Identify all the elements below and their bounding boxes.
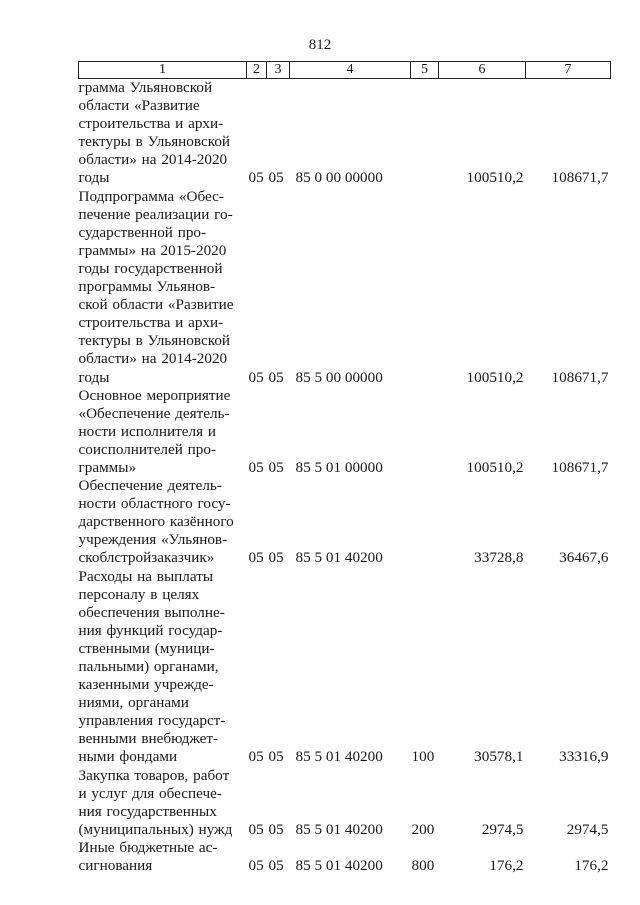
- row-description: [79, 387, 247, 477]
- target-article-code: 85 5 01 40200: [295, 857, 383, 875]
- expense-type-code: [411, 387, 439, 477]
- subsection-code: 05: [268, 857, 284, 875]
- table-row: [79, 188, 611, 387]
- subsection-code: 05: [268, 458, 284, 476]
- description-line: учреждения «Ульянов-: [78, 531, 228, 549]
- expense-type-code: [411, 477, 439, 567]
- description-line: ности исполнителя и: [78, 422, 216, 440]
- description-line: ниями, органами: [78, 694, 189, 712]
- header-col-1: 1: [79, 62, 247, 79]
- description-line: Закупка товаров, работ: [78, 766, 230, 784]
- description-line: ния государственных: [78, 802, 217, 820]
- description-line: тектуры в Ульяновской: [78, 332, 231, 350]
- subsection-code: 05: [268, 820, 284, 838]
- amount-col-6: 100510,2: [466, 368, 524, 386]
- description-line: области» на 2014-2020: [78, 350, 228, 368]
- description-line: ния функций государ-: [78, 621, 223, 639]
- description-line: Иные бюджетные ас-: [78, 838, 218, 856]
- description-line: соисполнителей про-: [78, 440, 217, 458]
- expense-type-code: [411, 188, 439, 387]
- amount-col-6: 100510,2: [466, 458, 524, 476]
- header-col-5: 5: [411, 62, 439, 79]
- header-col-7: 7: [526, 62, 611, 79]
- description-line: управления государст-: [78, 712, 226, 730]
- description-line: пальными) органами,: [78, 658, 219, 675]
- budget-table: [78, 61, 611, 875]
- description-line: обеспечения выполне-: [78, 603, 225, 621]
- amount-col-6: 176,2: [489, 857, 524, 875]
- description-line: и услуг для обеспече-: [78, 784, 222, 802]
- description-line: казенными учрежде-: [78, 676, 214, 694]
- description-line: ской области «Развитие: [78, 296, 234, 314]
- description-line: печение реализации го-: [78, 205, 233, 223]
- subsection-code: 05: [268, 549, 284, 567]
- section-code: 05: [248, 748, 264, 766]
- description-line: Обеспечение деятель-: [78, 477, 222, 495]
- section-code: 05: [248, 169, 264, 187]
- target-article-code: 85 5 01 40200: [295, 820, 383, 838]
- header-col-6: 6: [439, 62, 526, 79]
- header-col-2: 2: [247, 62, 267, 79]
- section-code: 05: [248, 820, 264, 838]
- description-line: дарственного казённого: [78, 513, 234, 531]
- amount-col-7: 36467,6: [559, 549, 609, 567]
- description-line: строительства и архи-: [78, 115, 224, 133]
- table-row: [79, 839, 611, 875]
- row-description: [79, 477, 247, 567]
- description-line: ными фондами: [78, 748, 178, 766]
- expense-type-code: [411, 79, 439, 188]
- page-number: 812: [308, 37, 332, 53]
- section-code: 05: [248, 458, 264, 476]
- description-line: скоблстройзаказчик»: [78, 549, 215, 567]
- description-line: грамма Ульяновской: [78, 79, 213, 96]
- row-description: [79, 79, 247, 188]
- amount-col-6: 2974,5: [481, 820, 524, 838]
- subsection-code: 05: [268, 169, 284, 187]
- description-line: граммы»: [78, 458, 137, 476]
- expense-type-code: 100: [411, 748, 435, 766]
- table-row: [79, 568, 611, 767]
- target-article-code: 85 5 01 00000: [295, 458, 383, 476]
- row-description: [79, 568, 247, 767]
- description-line: области «Развитие: [78, 97, 200, 115]
- header-col-4: 4: [290, 62, 411, 79]
- description-line: области» на 2014-2020: [78, 151, 228, 169]
- description-line: граммы» на 2015-2020: [78, 241, 227, 259]
- target-article-code: 85 5 01 40200: [295, 549, 383, 567]
- expense-type-code: 800: [411, 857, 435, 875]
- table-row: [79, 387, 611, 477]
- description-line: Основное мероприятие: [78, 386, 231, 404]
- section-code: 05: [248, 368, 264, 386]
- description-line: программы Ульянов-: [78, 278, 216, 296]
- amount-col-7: 108671,7: [551, 368, 609, 386]
- target-article-code: 85 0 00 00000: [295, 169, 383, 187]
- description-line: Подпрограмма «Обес-: [78, 187, 224, 205]
- table-row: [79, 767, 611, 839]
- description-line: (муниципальных) нужд: [78, 820, 233, 838]
- header-row: [79, 62, 611, 79]
- subsection-code: 05: [268, 368, 284, 386]
- description-line: сигнования: [78, 857, 153, 875]
- header-col-3: 3: [267, 62, 290, 79]
- description-line: «Обеспечение деятель-: [78, 404, 230, 422]
- expense-type-code: 200: [411, 820, 435, 838]
- amount-col-7: 2974,5: [566, 820, 609, 838]
- row-description: [79, 767, 247, 839]
- description-line: строительства и архи-: [78, 314, 224, 332]
- subsection-code: 05: [268, 748, 284, 766]
- description-line: Расходы на выплаты: [78, 567, 214, 585]
- table-row: [79, 79, 611, 188]
- amount-col-7: 108671,7: [551, 458, 609, 476]
- description-line: ственными (муници-: [78, 639, 215, 657]
- description-line: годы: [78, 368, 110, 386]
- section-code: 05: [248, 857, 264, 875]
- amount-col-6: 30578,1: [474, 748, 524, 766]
- description-line: ности областного госу-: [78, 495, 231, 513]
- amount-col-7: 108671,7: [551, 169, 609, 187]
- section-code: 05: [248, 549, 264, 567]
- amount-col-7: 33316,9: [559, 748, 609, 766]
- table-row: [79, 477, 611, 567]
- amount-col-6: 100510,2: [466, 169, 524, 187]
- target-article-code: 85 5 00 00000: [295, 368, 383, 386]
- amount-col-6: 33728,8: [474, 549, 524, 567]
- table-body: [79, 79, 611, 876]
- table-header: [79, 62, 611, 79]
- description-line: венными внебюджет-: [78, 730, 219, 748]
- description-line: годы государственной: [78, 259, 223, 277]
- target-article-code: 85 5 01 40200: [295, 748, 383, 766]
- row-description: [79, 188, 247, 387]
- description-line: сударственной про-: [78, 223, 207, 241]
- amount-col-7: 176,2: [574, 857, 609, 875]
- row-description: [79, 839, 247, 875]
- description-line: годы: [78, 169, 110, 187]
- description-line: тектуры в Ульяновской: [78, 133, 231, 151]
- description-line: персоналу в целях: [78, 585, 200, 603]
